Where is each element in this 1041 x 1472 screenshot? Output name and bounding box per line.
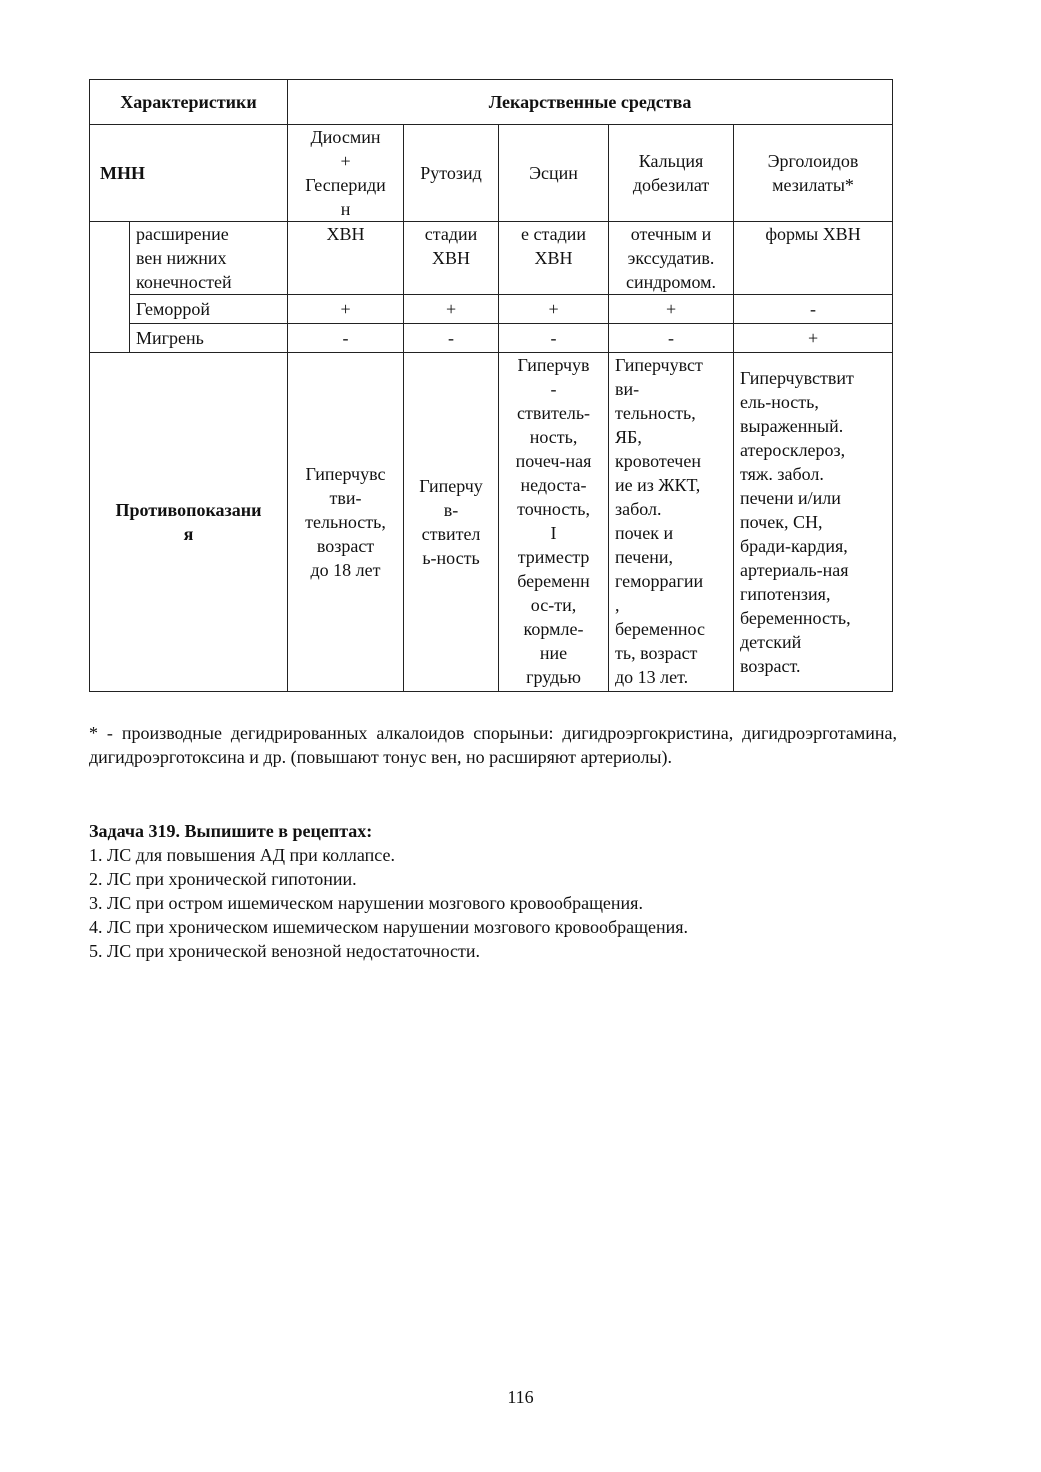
mnn-label: МНН (90, 125, 288, 222)
list-item: 3. ЛС при остром ишемическом нарушении мозгового кровообращения. (89, 893, 643, 913)
footnote: * - производные дегидрированных алкалоидов спорыньи: дигидроэргокристина, дигидроэрготамина, дигидроэрготоксина и др. (повышают тонус вен, но расширяют артериолы). (89, 723, 897, 767)
row-label: Мигрень (130, 324, 288, 353)
row-label: Геморрой (130, 295, 288, 324)
table-cell: Гиперчувст ви- тельность, ЯБ, кровотечен ие из ЖКТ, забол. почек и печени, геморрагии , беременнос ть, возраст до 13 лет. (609, 353, 734, 692)
drug-name: Эсцин (499, 125, 609, 222)
table-cell: + (288, 295, 404, 324)
drug-comparison-table (89, 79, 893, 692)
table-cell: + (404, 295, 499, 324)
table-cell: Гиперчув - ствитель- ность, почеч-ная недоста- точность, I триместр беременн ос-ти, кормле- ние грудью (499, 353, 609, 692)
table-cell: - (609, 324, 734, 353)
table-cell: формы ХВН (734, 222, 893, 295)
row-label: расширение вен нижних конечностей (130, 222, 288, 295)
table-cell: - (288, 324, 404, 353)
table-cell: Гиперчу в- ствител ь-ность (404, 353, 499, 692)
page-number: 116 (507, 1387, 534, 1407)
drug-name: Кальция добезилат (609, 125, 734, 222)
list-item: 1. ЛС для повышения АД при коллапсе. (89, 845, 395, 865)
list-item: 2. ЛС при хронической гипотонии. (89, 869, 357, 889)
drug-name: Рутозид (404, 125, 499, 222)
header-drugs: Лекарственные средства (288, 80, 893, 125)
drug-name: Эрголоидов мезилаты* (734, 125, 893, 222)
table-cell: - (499, 324, 609, 353)
table-cell: - (404, 324, 499, 353)
table-cell: - (734, 295, 893, 324)
table-cell: + (734, 324, 893, 353)
list-item: 5. ЛС при хронической венозной недостаточности. (89, 941, 480, 961)
table-cell: отечным и экссудатив. синдромом. (609, 222, 734, 295)
contraindications-label: Противопоказани я (90, 353, 288, 692)
table-cell: стадии ХВН (404, 222, 499, 295)
table-cell: + (499, 295, 609, 324)
drug-name: Диосмин + Геспериди н (288, 125, 404, 222)
indication-group-cell (90, 222, 130, 353)
table-cell: + (609, 295, 734, 324)
table-cell: ХВН (288, 222, 404, 295)
header-characteristics: Характеристики (90, 80, 288, 125)
table-cell: Гиперчувствит ель-ность, выраженный. атеросклероз, тяж. забол. печени и/или почек, СН, бради-кардия, артериаль-ная гипотензия, беременность, детский возраст. (734, 353, 893, 692)
task-list (89, 843, 889, 963)
task-title: Задача 319. Выпишите в рецептах: (89, 821, 373, 841)
list-item: 4. ЛС при хроническом ишемическом нарушении мозгового кровообращения. (89, 917, 689, 937)
table-cell: е стадии ХВН (499, 222, 609, 295)
table-cell: Гиперчувс тви- тельность, возраст до 18 лет (288, 353, 404, 692)
